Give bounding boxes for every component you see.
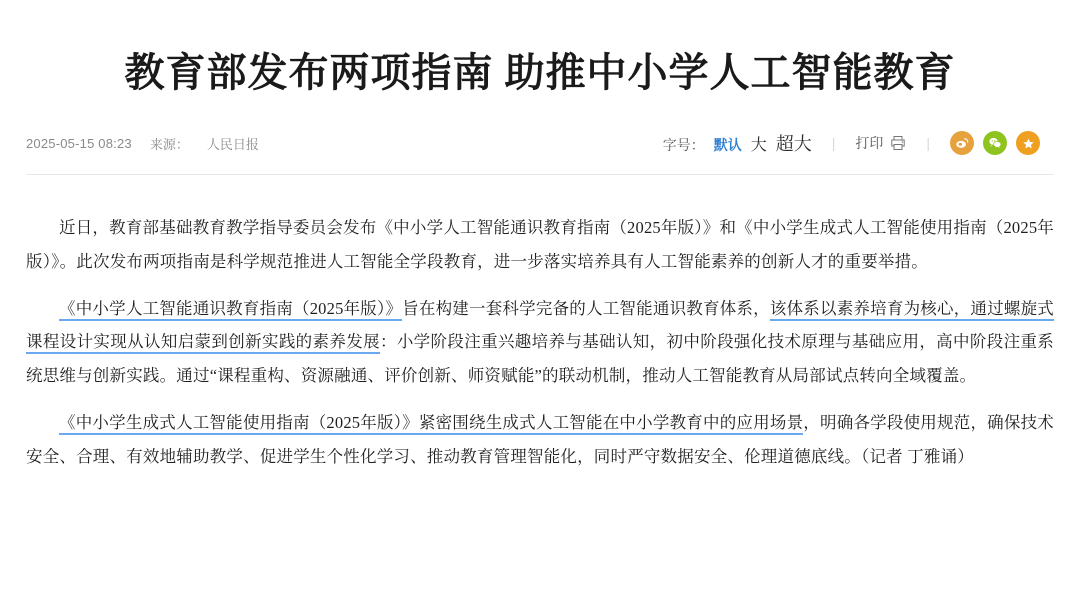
divider-2: | <box>926 135 930 151</box>
paragraph-2-highlight-2: 该体系以素养培育为核心，通过螺旋式课程设计实现从认知启蒙到创新实践的素养发展 <box>26 299 1054 355</box>
social-share-group <box>950 131 1040 155</box>
font-size-option-extra-large[interactable]: 超大 <box>775 134 812 154</box>
font-size-option-large[interactable]: 大 <box>750 137 767 154</box>
paragraph-3 <box>26 406 1054 474</box>
paragraph-3-highlight-2: 紧密围绕生成式人工智能在中小学教育中的应用场景 <box>419 413 803 435</box>
article-body <box>0 175 1080 474</box>
print-button[interactable] <box>855 133 906 153</box>
page-title: 教育部发布两项指南 助推中小学人工智能教育 <box>124 50 956 95</box>
font-size-control <box>663 130 812 156</box>
source-label: 来源： <box>149 136 189 152</box>
print-label: 打印 <box>855 135 884 151</box>
printer-icon <box>890 135 906 151</box>
divider: | <box>831 135 836 151</box>
meta-left-group <box>26 134 259 153</box>
paragraph-3-highlight-1: 《中小学生成式人工智能使用指南（2025年版）》 <box>59 413 419 435</box>
paragraph-2-text-2: ：小学阶段注重兴趣培养与基础认知，初中阶段强化技术原理与基础应用，高中阶段注重系统思维与创新实践。通过“课程重构、资源融通、评价创新、师资赋能”的联动机制，推动人工智能教育从局部试点转向全域覆盖。 <box>26 332 1055 386</box>
publish-date: 2025-05-15 08:23 <box>26 135 132 151</box>
paragraph-2-highlight-1: 《中小学人工智能通识教育指南（2025年版）》 <box>59 299 402 321</box>
font-size-label: 字号： <box>662 137 705 153</box>
article-meta-bar <box>0 100 1080 156</box>
favorite-star-icon[interactable] <box>1016 131 1040 155</box>
paragraph-1-text: 近日，教育部基础教育教学指导委员会发布《中小学人工智能通识教育指南（2025年版）》和《中小学生成式人工智能使用指南（2025年版）》。此次发布两项指南是科学规范推进人工智能全学段教育，进一步落实培养具有人工智能素养的创新人才的重要举措。 <box>26 218 1054 271</box>
paragraph-3-text: ，明确各学段使用规范，确保技术安全、合理、有效地辅助教学、促进学生个性化学习、推动教育管理智能化，同时严守数据安全、伦理道德底线。（记者 丁雅诵） <box>26 413 1054 466</box>
weibo-icon[interactable] <box>950 131 974 155</box>
font-size-option-default[interactable]: 默认 <box>713 137 742 153</box>
wechat-icon[interactable] <box>983 131 1007 155</box>
source-name: 人民日报 <box>206 136 259 152</box>
paragraph-2-text-1: 旨在构建一套科学完备的人工智能通识教育体系， <box>402 298 770 318</box>
meta-right-group <box>663 130 1054 156</box>
paragraph-2 <box>26 292 1054 393</box>
paragraph-1 <box>26 211 1054 279</box>
